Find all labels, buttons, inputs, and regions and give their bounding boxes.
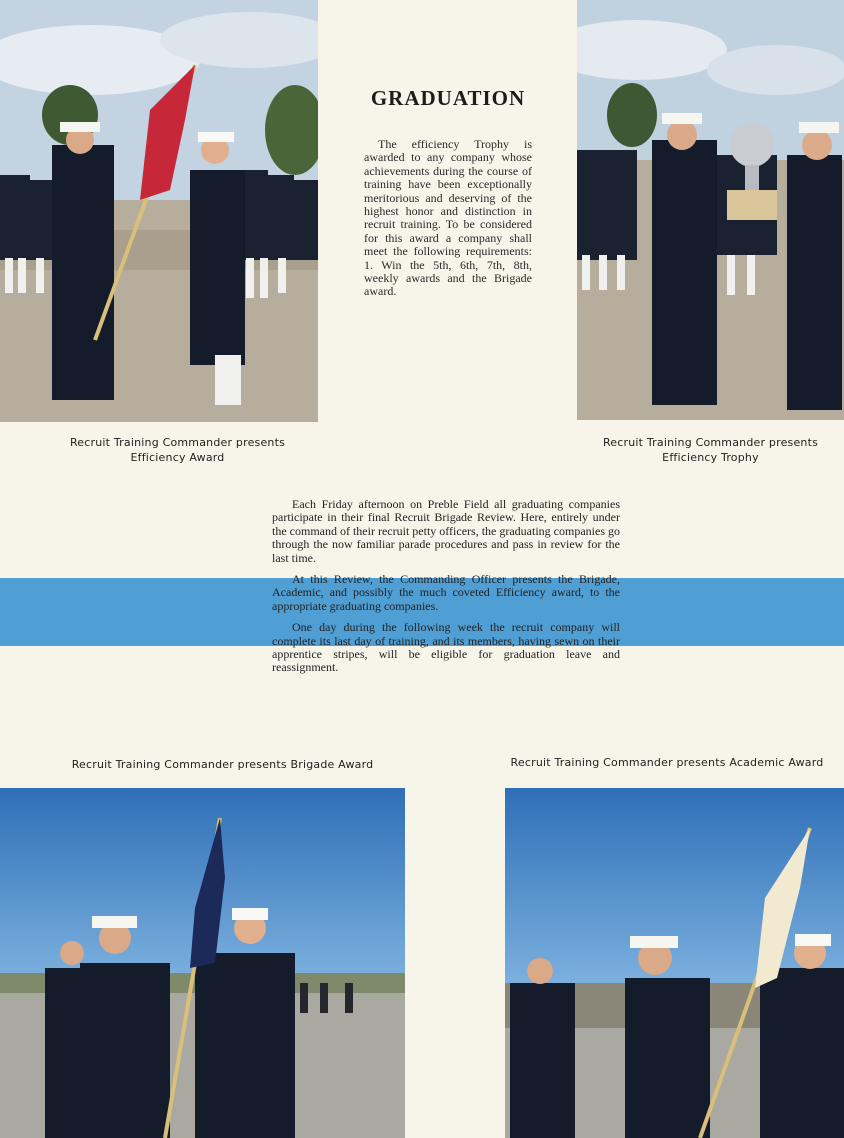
body-paragraph-2: At this Review, the Commanding Officer presents the Brigade, Academic, and possibly the much coveted Efficiency award, to the appropriate graduating companies. [272,572,620,613]
intro-paragraph: The efficiency Trophy is awarded to any company whose achievements during the course of training have been exceptionally meritorious and deserving of the highest honor and distinction in recruit training. To be considered for this award a company shall meet the following requirements: 1. Win the 5th, 6th, 7th, 8th, weekly awards and the Brigade award. [364,137,532,299]
caption-top-left [40,435,315,465]
caption-top-left-line1: Recruit Training Commander presents [69,436,286,449]
page-title: GRADUATION [370,86,526,111]
caption-top-right-line2: Efficiency Trophy [662,451,759,464]
body-paragraph-3: One day during the following week the recruit company will complete its last day of training, and its members, having sewn on their apprentice stripes, will be eligible for graduation leave and reassignment. [272,620,620,675]
caption-bottom-right: Recruit Training Commander presents Academic Award [510,756,824,769]
photo-efficiency-award [0,0,318,422]
photo-efficiency-trophy [577,0,844,420]
caption-top-left-line2: Efficiency Award [130,451,225,464]
body-text [272,498,620,683]
caption-top-right [577,435,844,465]
caption-bottom-left: Recruit Training Commander presents Brigade Award [71,758,374,771]
photo-brigade-award [0,788,405,1138]
caption-top-right-line1: Recruit Training Commander presents [602,436,819,449]
body-paragraph-1: Each Friday afternoon on Preble Field all graduating companies participate in their final Recruit Brigade Review. Here, entirely under the command of their recruit petty officers, the graduating companies go through the now familiar parade procedures and pass in review for the last time. [272,497,620,565]
photo-academic-award [505,788,844,1138]
